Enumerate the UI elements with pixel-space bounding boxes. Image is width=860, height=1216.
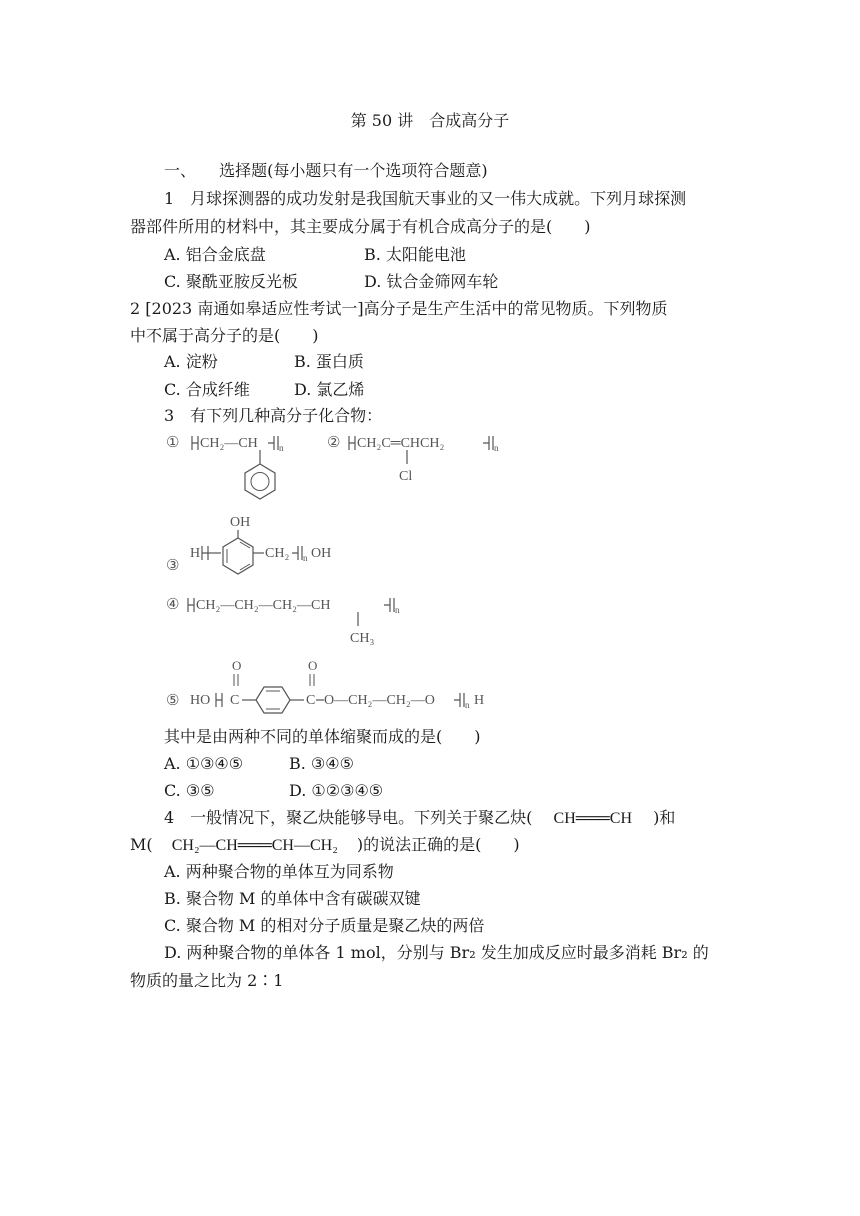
formula-5-o2: O [308, 658, 318, 673]
formula-4-n: n [395, 605, 400, 615]
benzene-ring-1 [245, 464, 275, 499]
q4-stem-line2 [130, 835, 520, 856]
q2-option-d: D. 氯乙烯 [294, 380, 365, 399]
formula-2-chain: CH₂C═CHCH₂ [357, 436, 445, 451]
q4-option-b: B. 聚合物 M 的单体中含有碳碳双键 [164, 889, 421, 908]
q3-option-c: C. ③⑤ [164, 781, 215, 800]
polymer-m-formula: CH₂—CH═══CH—CH₂ [171, 837, 338, 854]
q2-option-a: A. 淀粉 [164, 352, 218, 371]
q4-stem-line2-a: M( [130, 835, 153, 854]
formula-4-chain: CH₂—CH₂—CH₂—CH [196, 598, 331, 613]
formula-2-label: ② [327, 435, 341, 451]
q4-option-d-cont: 物质的量之比为 2∶1 [130, 971, 284, 990]
formula-5-chain: O—CH₂—CH₂—O [324, 693, 435, 708]
q2-stem-line2: 中不属于高分子的是( ) [130, 326, 319, 345]
section-heading [164, 161, 488, 181]
q1-stem-line2: 器部件所用的材料中，其主要成分属于有机合成高分子的是( ) [130, 217, 591, 236]
formula-2-cl: Cl [399, 469, 413, 484]
formula-3-label: ③ [166, 558, 180, 574]
formula-3-oh-end: OH [311, 546, 332, 561]
q4-stem-line1-a: 4 一般情况下，聚乙炔能够导电。下列关于聚乙炔( [164, 808, 533, 827]
q1-stem-line1: 1 月球探测器的成功发射是我国航天事业的又一伟大成就。下列月球探测 [164, 189, 687, 208]
q4-stem-line1 [164, 808, 675, 829]
q3-option-a: A. ①③④⑤ [164, 754, 244, 773]
polyacetylene-formula: CH═══CH [553, 810, 632, 827]
formula-5-h: H [474, 693, 485, 708]
formula-2-n: n [494, 443, 499, 453]
formula-5-c1: C [230, 693, 240, 708]
formula-4-label: ④ [166, 597, 180, 613]
q1-option-b: B. 太阳能电池 [364, 245, 466, 264]
page-title: 第 50 讲 合成高分子 [350, 111, 510, 130]
q4-option-d: D. 两种聚合物的单体各 1 mol，分别与 Br₂ 发生加成反应时最多消耗 Br₂ 的 [164, 943, 709, 962]
q4-stem-line1-b: )和 [653, 808, 676, 827]
formula-3 [164, 510, 364, 586]
q4-stem-line2-b: )的说法正确的是( ) [356, 835, 520, 854]
q3-option-b: B. ③④⑤ [289, 754, 354, 773]
q1-option-d: D. 钛合金筛网车轮 [364, 272, 499, 291]
q2-stem-line1: 2 [2023 南通如皋适应性考试一]高分子是生产生活中的常见物质。下列物质 [130, 299, 668, 318]
q2-option-b: B. 蛋白质 [294, 352, 364, 371]
formula-4-ch3: CH₃ [350, 631, 375, 646]
formula-3-oh-top: OH [230, 515, 251, 530]
formula-1-label: ① [166, 435, 180, 451]
q3-ask: 其中是由两种不同的单体缩聚而成的是( ) [164, 727, 481, 746]
q2-option-c: C. 合成纤维 [164, 380, 250, 399]
formula-2 [325, 428, 505, 492]
formula-5-n: n [465, 700, 470, 710]
q3-stem: 3 有下列几种高分子化合物： [164, 406, 383, 425]
q4-option-c: C. 聚合物 M 的相对分子质量是聚乙炔的两倍 [164, 916, 485, 935]
q4-option-a: A. 两种聚合物的单体互为同系物 [164, 862, 394, 881]
formula-1-chain: CH₂—CH [200, 436, 258, 451]
formula-3-ch2: CH₂ [265, 546, 290, 561]
q1-option-c: C. 聚酰亚胺反光板 [164, 272, 298, 291]
formula-1-n: n [279, 443, 284, 453]
q1-option-a: A. 铝合金底盘 [164, 245, 266, 264]
formula-5-ho: HO [190, 693, 211, 708]
section-label: 选择题(每小题只有一个选项符合题意) [219, 161, 488, 180]
formula-5-label: ⑤ [166, 693, 180, 709]
section-number: 一、 [164, 161, 197, 180]
q3-option-d: D. ①②③④⑤ [289, 781, 384, 800]
formula-5 [164, 656, 504, 720]
formula-1 [164, 428, 304, 504]
formula-5-o1: O [232, 658, 242, 673]
formula-4 [164, 590, 404, 650]
formula-3-h: H [190, 546, 201, 561]
formula-3-n: n [303, 553, 308, 563]
formula-5-c2: C [306, 693, 316, 708]
